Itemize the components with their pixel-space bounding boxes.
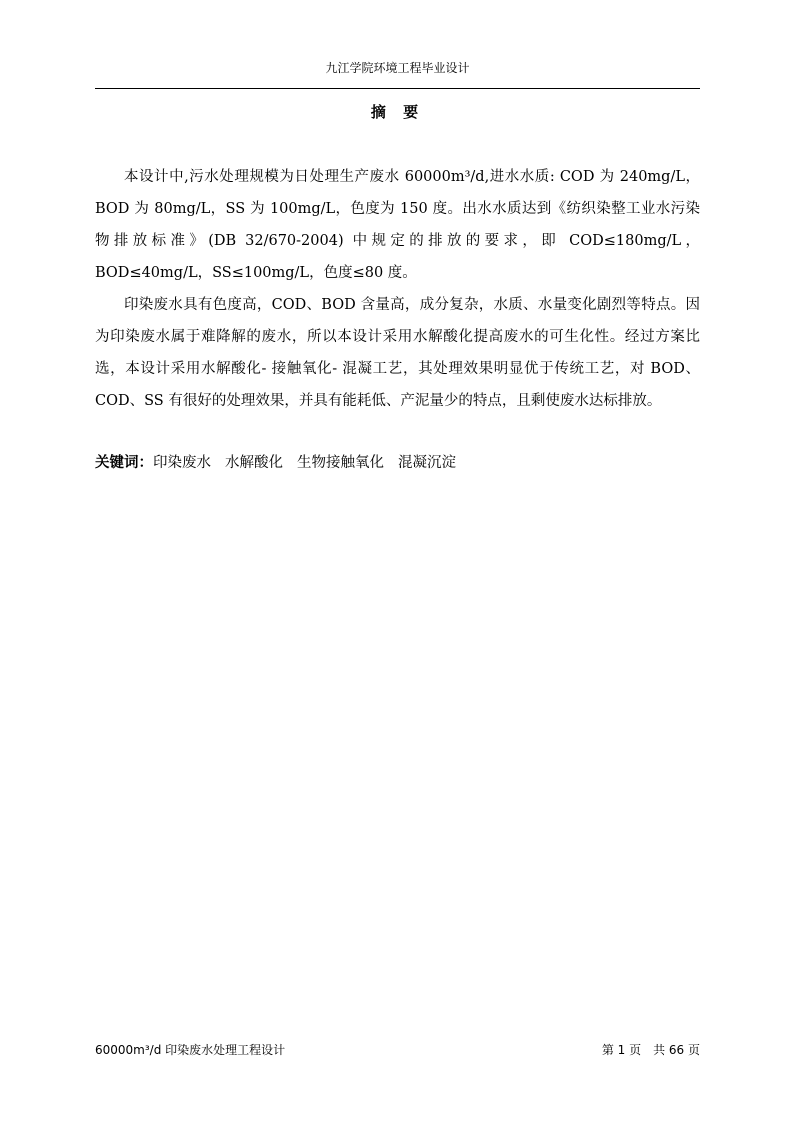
abstract-paragraph-1: 本设计中,污水处理规模为日处理生产废水 60000m³/d,进水水质: COD 为 240mg/L，BOD 为 80mg/L，SS 为 100mg/L，色度为 150 度。出水水质达到《纺织染整工业水污染物排放标准》(DB 32/670-2004) 中规定的排放的要求，即 COD≤180mg/L，BOD≤40mg/L，SS≤100mg/L，色度≤80 度。 — [95, 169, 700, 281]
abstract-paragraph-2: 印染废水具有色度高，COD、BOD 含量高，成分复杂，水质、水量变化剧烈等特点。因为印染废水属于难降解的废水，所以本设计采用水解酸化提高废水的可生化性。经过方案比选，本设计采用水解酸化- 接触氧化- 混凝工艺，其处理效果明显优于传统工艺，对 BOD、COD、SS 有很好的处理效果，并具有能耗低、产泥量少的特点，且剩使废水达标排放。 — [95, 297, 700, 409]
abstract-body — [95, 161, 700, 417]
keywords-line — [95, 449, 700, 477]
header-title: 九江学院环境工程毕业设计 — [325, 61, 470, 75]
keywords-label: 关键词： — [95, 455, 153, 471]
page-header — [95, 56, 700, 89]
keyword: 印染废水 — [153, 455, 211, 471]
footer-document-title: 60000m³/d 印染废水处理工程设计 — [95, 1043, 286, 1057]
keyword: 混凝沉淀 — [398, 455, 456, 471]
page-number: 第 1 页 共 66 页 — [601, 1043, 700, 1057]
page-footer — [95, 1041, 700, 1061]
abstract-title: 摘 要 — [370, 103, 425, 121]
keyword: 生物接触氧化 — [297, 455, 384, 471]
keyword: 水解酸化 — [225, 455, 283, 471]
